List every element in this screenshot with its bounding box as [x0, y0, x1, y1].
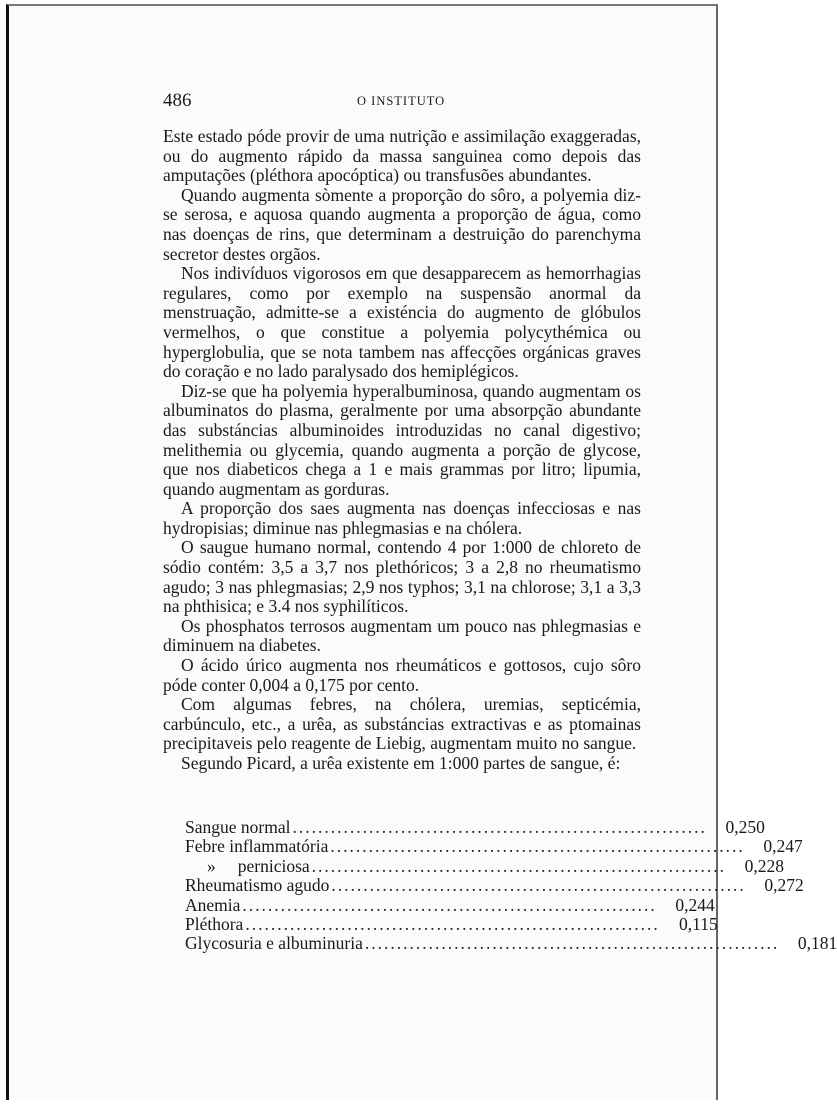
row-value: 0,272 — [764, 875, 804, 896]
row-label: Rheumatismo agudo — [185, 875, 330, 896]
dot-leader: ................................................................. — [330, 836, 745, 857]
dot-leader: ................................................................. — [292, 817, 707, 837]
book-page — [6, 4, 837, 1100]
row-label: Febre inflammatória — [185, 836, 329, 857]
table-row — [185, 836, 803, 857]
body-text — [163, 127, 641, 774]
row-value: 0,228 — [744, 855, 785, 876]
ditto-mark: » — [207, 855, 216, 876]
table-row — [185, 817, 765, 837]
row-label: Sangue normal — [185, 817, 291, 837]
paragraph: Segundo Picard, a urêa existente em 1:000 partes de sangue, é: — [181, 753, 621, 773]
table-row — [185, 855, 785, 876]
page-header — [163, 90, 645, 112]
row-label: Pléthora — [185, 914, 244, 935]
row-label: perniciosa — [237, 855, 310, 876]
table-row — [185, 914, 718, 935]
paragraph: Quando augmenta sòmente a proporção do sôro, a polyemia diz-se serosa, e aquosa quando augmenta a proporção de água, como nas doenças de rins, que determinam a destruição do parenchyma secretor destes orgãos. — [163, 184, 641, 264]
paragraph: Os phosphatos terrosos augmentam um pouco nas phlegmasias e diminuem na diabetes. — [163, 615, 641, 656]
dot-leader: ................................................................. — [245, 914, 660, 935]
row-value: 0,115 — [678, 914, 718, 935]
paragraph: Com algumas febres, na chólera, uremias, septicémia, carbúnculo, etc., a urêa, as substáncias extractivas e as ptomainas precipitaveis pelo reagente de Liebig, augmentam muito no sangue. — [163, 694, 641, 754]
paragraph: O ácido úrico augmenta nos rheumáticos e gottosos, cujo sôro póde conter 0,004 a 0,175 por cento. — [163, 655, 641, 695]
table-row — [185, 875, 804, 896]
row-label: Glycosuria e albuminuria — [185, 933, 363, 954]
row-label: Anemia — [185, 894, 241, 915]
row-value: 0,250 — [725, 817, 765, 837]
row-label-group — [185, 857, 310, 876]
running-title: O INSTITUTO — [357, 94, 446, 108]
dot-leader: ................................................................. — [364, 933, 780, 954]
paragraph: A proporção dos saes augmenta nas doenças infecciosas e nas hydropisias; diminue nas phlegmasias e na chólera. — [163, 498, 641, 538]
row-value: 0,247 — [763, 836, 803, 857]
page-number: 486 — [163, 90, 192, 111]
paragraph: Nos indivíduos vigorosos em que desapparecem as hemorrhagias regulares, como por exemplo na suspensão anormal da menstruação, admitte-se a existéncia do augmento de glóbulos vermelhos, o que constitue a polyemia polycythémica ou hyperglobulia, que se nota tambem nas affecções orgánicas graves do coração e no lado paralysado dos hemiplégicos. — [163, 263, 641, 382]
table-row — [185, 933, 837, 954]
table-row — [185, 894, 715, 915]
dot-leader: ................................................................. — [331, 875, 746, 896]
dot-leader: ................................................................. — [311, 855, 727, 876]
row-value: 0,181 — [797, 933, 837, 954]
paragraph: Diz-se que ha polyemia hyperalbuminosa, quando augmentam os albuminatos do plasma, geralmente por uma absorpção abundante das substáncias albuminoides introduzidas no canal digestivo; melithemia ou glycemia, quando augmenta a porção de glycose, que nos diabeticos chega a 1 e mais grammas por litro; lipumia, quando augmentam as gorduras. — [163, 380, 641, 499]
urea-table — [185, 817, 837, 954]
paragraph: O saugue humano normal, contendo 4 por 1:000 de chloreto de sódio contém: 3,5 a 3,7 nos plethóricos; 3 a 2,8 no rheumatismo agudo; 3 nas phlegmasias; 2,9 nos typhos; 3,1 na chlorose; 3,1 a 3,3 na phthisica; e 3.4 nos syphilíticos. — [163, 537, 641, 617]
paragraph: Este estado póde provir de uma nutrição e assimilação exaggeradas, ou do augmento rápido da massa sanguinea como depois das amputações (pléthora apocóptica) ou transfusões abundantes. — [163, 126, 641, 186]
dot-leader: ................................................................. — [242, 894, 657, 915]
row-value: 0,244 — [675, 894, 715, 915]
